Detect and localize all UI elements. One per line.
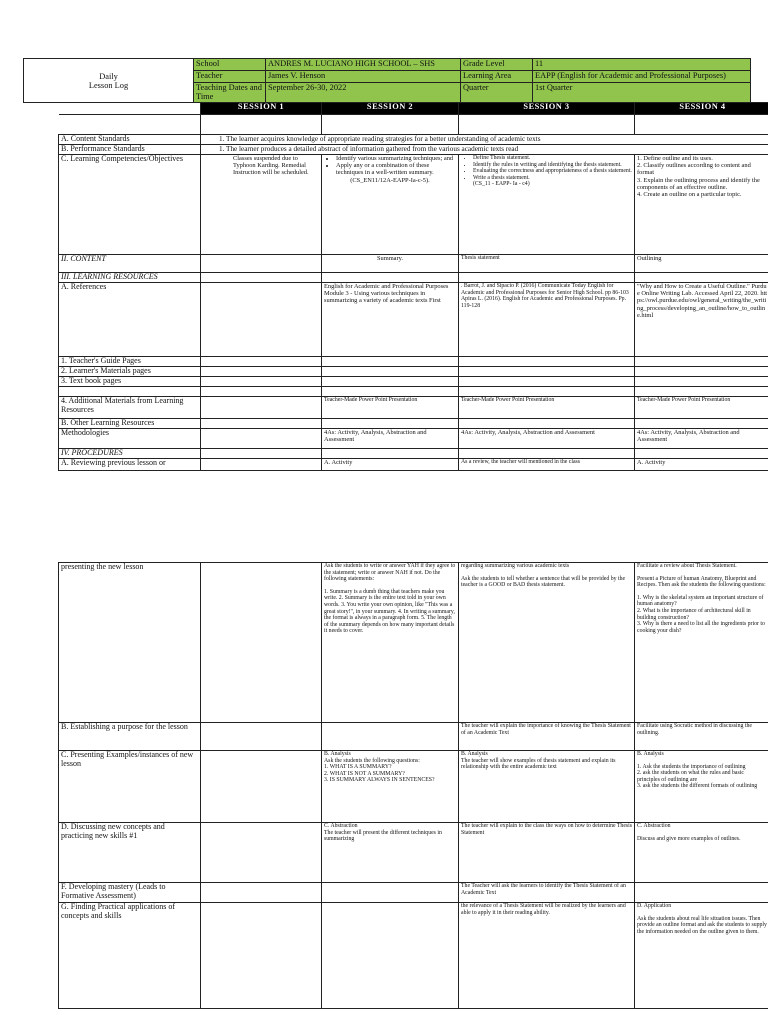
lesson-table-page1	[58, 102, 768, 471]
s3-competencies: • Define Thesis statement. • Identify the rules in writing and identifying the thesis statement. • Evaluating the correctness and appropriateness of a thesis statement. • Write a thesis statement. (CS_11 - EAPP- Ia - c4)	[459, 155, 635, 255]
table-row	[59, 823, 768, 883]
s4-content: Outlining	[635, 255, 768, 273]
row-label: II. CONTENT	[59, 255, 201, 273]
content-standards-text: 1. The learner acquires knowledge of appropriate reading strategies for a better understanding of academic texts	[201, 135, 768, 145]
row-label: C. Learning Competencies/Objectives	[59, 155, 201, 255]
s4-finding: D. Application Ask the students about real life situation issues. Then provide an outline format and ask the students to supply the information needed on the outline given to them.	[635, 903, 768, 1009]
performance-standards-text: 1. The learner produces a detailed abstract of information gathered from the various academic texts read	[201, 145, 768, 155]
s3-reviewing: As a review, the teacher will mentioned in the class	[459, 459, 635, 471]
table-row	[59, 751, 768, 823]
row-label: IV. PROCEDURES	[59, 449, 201, 459]
s3-presenting: regarding summarizing various academic texts Ask the students to tell whether a sentence that will be provided by the teacher is a GOOD or BAD thesis statement.	[459, 563, 635, 723]
row-label: A. References	[59, 283, 201, 357]
row-label: 2. Learner's Materials pages	[59, 367, 201, 377]
row-label: F. Developing mastery (Leads to Formative Assessment)	[59, 883, 201, 903]
table-row	[59, 883, 768, 903]
quarter-value: 1st Quarter	[533, 83, 751, 103]
s4-materials: Teacher-Made Power Point Presentation	[635, 397, 768, 419]
s3-examples: B. Analysis The teacher will show examples of thesis statement and explain its relationship with the entire academic text	[459, 751, 635, 823]
sessions-row	[59, 103, 768, 115]
s1-competencies: Classes suspended due to Typhoon Karding. Remedial Instruction will be scheduled.	[201, 155, 322, 255]
s3-content: Thesis statement	[459, 255, 635, 273]
s4-reviewing: A. Activity	[635, 459, 768, 471]
table-row	[59, 255, 768, 273]
s4-references: "Why and How to Create a Useful Outline." Purdue Online Writing Lab. Accessed April 22, 2020. https://owl.purdue.edu/owl/general_writing/the_writing_process/developing_an_outline/how_to_outline.html	[635, 283, 768, 357]
table-row	[59, 283, 768, 357]
row-label: B. Establishing a purpose for the lesson	[59, 723, 201, 751]
s3-references: . Barrot, J. and Sipacio P. (2016) Communicate Today English for Academic and Professional Purposes for Senior High School. pp 86-103 Apiras L. (2016). English for Academic and Professional Purposes. Pp. 119-128	[459, 283, 635, 357]
s2-materials: Teacher-Made Power Point Presentation	[322, 397, 459, 419]
table-row	[59, 377, 768, 387]
table-row	[59, 135, 768, 145]
school-value: ANDRES M. LUCIANO HIGH SCHOOL – SHS	[266, 59, 461, 71]
row-label: 1. Teacher's Guide Pages	[59, 357, 201, 367]
table-row	[59, 563, 768, 723]
row-label: C. Presenting Examples/instances of new lesson	[59, 751, 201, 823]
s4-examples: B. Analysis 1. Ask the students the importance of outlining 2. ask the students on what the rules and basic principles of outlining are 3. ask the students the different formats of outlining	[635, 751, 768, 823]
table-row	[59, 397, 768, 419]
row-label: III. LEARNING RESOURCES	[59, 273, 201, 283]
table-row	[59, 273, 768, 283]
school-label: School	[194, 59, 266, 71]
row-label: B. Performance Standards	[59, 145, 201, 155]
table-row	[59, 367, 768, 377]
s2-competencies: • Identify various summarizing techniques; and • Apply any or a combination of these techniques in a well-written summary. (CS_EN11/12A-EAPP-Ia-c-5).	[322, 155, 459, 255]
header-table	[23, 58, 751, 103]
dates-value: September 26-30, 2022	[266, 83, 461, 103]
session-2-header: SESSION 2	[322, 103, 459, 115]
table-row	[59, 449, 768, 459]
s4-methodologies: 4As: Activity, Analysis, Abstraction and Assessment	[635, 429, 768, 449]
s4-discussing: C. Abstraction Discuss and give more examples of outlines.	[635, 823, 768, 883]
table-row	[59, 723, 768, 751]
session-4-header: SESSION 4	[635, 103, 768, 115]
row-label: 3. Text book pages	[59, 377, 201, 387]
s4-establishing: Facilitate using Socratic method in discussing the outlining.	[635, 723, 768, 751]
s3-establishing: The teacher will explain the importance of knowing the Thesis Statement of an Academic Text	[459, 723, 635, 751]
dll-title: Daily Lesson Log	[24, 59, 194, 103]
grade-label: Grade Level	[461, 59, 533, 71]
table-row	[59, 357, 768, 367]
row-label: Methodologies	[59, 429, 201, 449]
s4-competencies: 1. Define outline and its uses. 2. Classify outlines according to content and format 3. Explain the outlining process and identify the components of an effective outline. 4. Create an outline on a particular topic.	[635, 155, 768, 255]
table-row	[59, 459, 768, 471]
row-label: 4. Additional Materials from Learning Resources	[59, 397, 201, 419]
s2-references: English for Academic and Professional Purposes Module 3 - Using various techniques in summarizing a variety of academic texts First	[322, 283, 459, 357]
s4-presenting: Facilitate a review about Thesis Statement. Present a Picture of human Anatomy, Blueprint and Recipes. Then ask the students the following questions: 1. Why is the skeletal system an important structure of human anatomy? 2. What is the importance of architectural skill in building construction? 3. Why is there a need to list all the ingredients prior to cooking your dish?	[635, 563, 768, 723]
grade-value: 11	[533, 59, 751, 71]
table-row	[59, 903, 768, 1009]
teacher-label: Teacher	[194, 71, 266, 83]
table-row	[59, 155, 768, 255]
s2-methodologies: 4As: Activity, Analysis, Abstraction and Assessment	[322, 429, 459, 449]
lesson-table-page2	[58, 562, 768, 1009]
row-label: A. Content Standards	[59, 135, 201, 145]
session-1-header: SESSION 1	[201, 103, 322, 115]
dates-label: Teaching Dates and Time	[194, 83, 266, 103]
table-row	[59, 419, 768, 429]
s3-developing: The Teacher will ask the learners to identify the Thesis Statement of an Academic Text	[459, 883, 635, 903]
s2-content: Summary.	[322, 255, 459, 273]
s3-finding: the relevance of a Thesis Statement will be realized by the learners and able to apply it in their reading ability.	[459, 903, 635, 1009]
area-value: EAPP (English for Academic and Professional Purposes)	[533, 71, 751, 83]
s2-examples: B. Analysis Ask the students the following questions: 1. WHAT IS A SUMMARY? 2. WHAT IS NOT A SUMMARY? 3. IS SUMMARY ALWAYS IN SENTENCES?	[322, 751, 459, 823]
row-label: D. Discussing new concepts and practicing new skills #1	[59, 823, 201, 883]
table-row	[59, 145, 768, 155]
s2-reviewing: A. Activity	[322, 459, 459, 471]
area-label: Learning Area	[461, 71, 533, 83]
row-label: B. Other Learning Resources	[59, 419, 201, 429]
s3-materials: Teacher-Made Power Point Presentation	[459, 397, 635, 419]
table-row	[59, 429, 768, 449]
session-3-header: SESSION 3	[459, 103, 635, 115]
row-label: presenting the new lesson	[59, 563, 201, 723]
s2-presenting: Ask the students to write or answer YAH if they agree to the statement; write or answer NAH if not. Do the following statements: 1. Summary is a dumb thing that teachers make you write. 2. Summary is the entire text told in your own words. 3. You write your own opinion, like "This was a great story!", in your summary. 4. In writing a summary, the format is always in a paragraph form. 5. The length of the summary depends on how many important details it needs to cover.	[322, 563, 459, 723]
quarter-label: Quarter	[461, 83, 533, 103]
s2-discussing: C. Abstraction The teacher will present the different techniques in summarizing	[322, 823, 459, 883]
s3-discussing: The teacher will explain to the class the ways on how to determine Thesis Statement	[459, 823, 635, 883]
teacher-value: James V. Henson	[266, 71, 461, 83]
s3-methodologies: 4As: Activity, Analysis, Abstraction and Assessment	[459, 429, 635, 449]
row-label: G. Finding Practical applications of concepts and skills	[59, 903, 201, 1009]
row-label: A. Reviewing previous lesson or	[59, 459, 201, 471]
